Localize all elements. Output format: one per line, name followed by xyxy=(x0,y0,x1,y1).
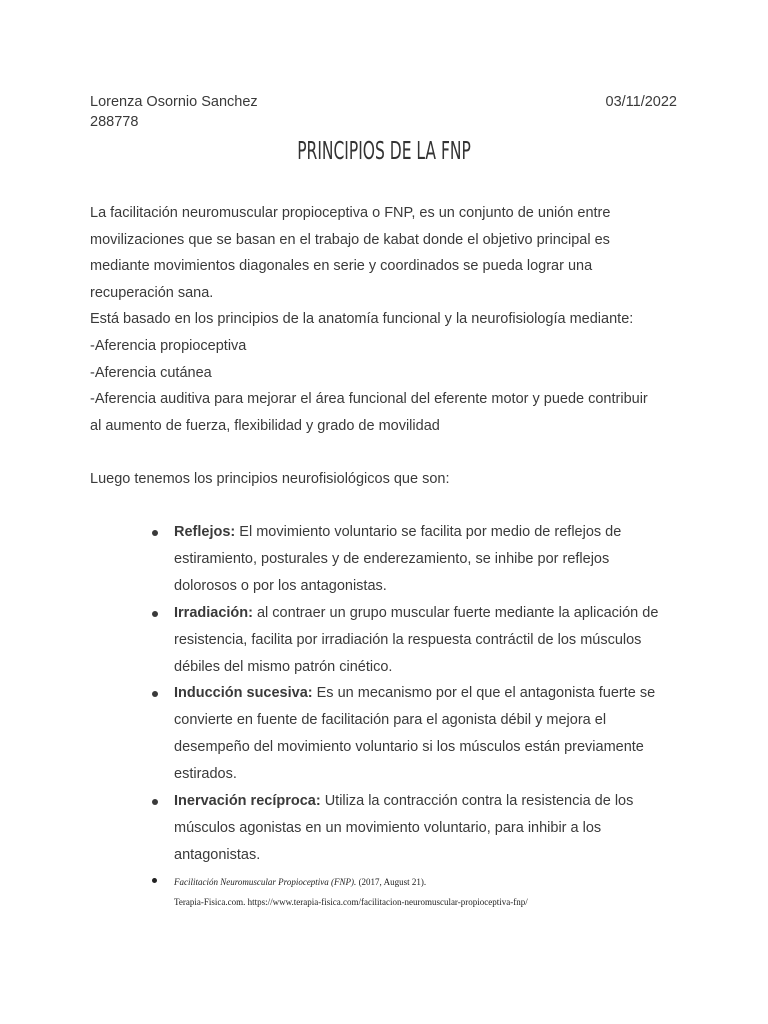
item-text: desempeño del movimiento voluntario si los músculos están previamente xyxy=(174,739,644,756)
intro-line: -Aferencia auditiva para mejorar el área funcional del eferente motor y puede contribuir xyxy=(90,391,648,408)
item-text: Utiliza la contracción contra la resistencia de los xyxy=(320,793,634,810)
intro-line: -Aferencia propioceptiva xyxy=(90,337,247,354)
reference-entry xyxy=(150,872,710,912)
reference-title: Facilitación Neuromuscular Propioceptiva (FNP). xyxy=(174,877,357,887)
intro-line: al aumento de fuerza, flexibilidad y grado de movilidad xyxy=(90,417,440,434)
bullet-icon xyxy=(152,611,158,617)
item-text: El movimiento voluntario se facilita por medio de reflejos de xyxy=(235,524,622,540)
document-date: 03/11/2022 xyxy=(605,94,677,110)
item-first-line xyxy=(174,680,680,707)
bullet-icon xyxy=(152,878,157,883)
list-item xyxy=(150,788,680,869)
principles-list xyxy=(150,519,680,869)
reference-line xyxy=(174,872,710,892)
bullet-icon xyxy=(152,799,158,805)
item-text: resistencia, facilita por irradiación la respuesta contráctil de los músculos xyxy=(174,631,642,648)
item-text: antagonistas. xyxy=(174,846,261,863)
intro-paragraph xyxy=(90,200,680,439)
intro-line: recuperación sana. xyxy=(90,284,214,301)
student-id: 288778 xyxy=(90,114,139,130)
item-first-line xyxy=(174,519,680,546)
list-item xyxy=(150,680,680,788)
intro-section xyxy=(90,200,680,493)
item-text: estirados. xyxy=(174,766,237,783)
item-first-line xyxy=(174,788,680,815)
lead-in-text: Luego tenemos los principios neurofisiológicos que son: xyxy=(90,471,450,488)
reference-text xyxy=(150,872,710,912)
item-text: convierte en fuente de facilitación para el agonista débil y mejora el xyxy=(174,712,607,729)
intro-line: movilizaciones que se basan en el trabajo de kabat donde el objetivo principal es xyxy=(90,231,610,248)
author-name: Lorenza Osornio Sanchez xyxy=(90,94,258,110)
reference-url: Terapia-Fisica.com. https://www.terapia-fisica.com/facilitacion-neuromuscular-propioceptiva-fnp/ xyxy=(174,897,528,907)
item-first-line xyxy=(174,600,680,627)
item-label: Reflejos: xyxy=(174,524,236,540)
item-text: al contraer un grupo muscular fuerte mediante la aplicación de xyxy=(252,604,659,621)
list-item xyxy=(150,519,680,600)
item-text: Es un mecanismo por el que el antagonista fuerte se xyxy=(312,685,656,702)
item-text: músculos agonistas en un movimiento voluntario, para inhibir a los xyxy=(174,819,602,836)
item-label: Irradiación: xyxy=(174,604,253,621)
intro-line: Está basado en los principios de la anatomía funcional y la neurofisiología mediante: xyxy=(90,311,634,328)
bullet-icon xyxy=(152,691,158,697)
list-item xyxy=(150,600,680,681)
reference-date: (2017, August 21). xyxy=(356,877,427,887)
page-title: PRINCIPIOS DE LA FNP xyxy=(297,136,471,165)
intro-line: mediante movimientos diagonales en serie y coordinados se pueda lograr una xyxy=(90,258,593,275)
item-label: Inducción sucesiva: xyxy=(174,685,313,702)
item-label: Inervación recíproca: xyxy=(174,793,321,810)
item-text: dolorosos o por los antagonistas. xyxy=(174,577,387,594)
item-text: débiles del mismo patrón cinético. xyxy=(174,658,393,675)
bullet-icon xyxy=(152,530,158,536)
item-text: estiramiento, posturales y de enderezamiento, se inhibe por reflejos xyxy=(174,550,610,567)
intro-line: -Aferencia cutánea xyxy=(90,364,212,381)
paragraph-gap xyxy=(90,439,680,466)
intro-line: La facilitación neuromuscular propioceptiva o FNP, es un conjunto de unión entre xyxy=(90,205,611,221)
